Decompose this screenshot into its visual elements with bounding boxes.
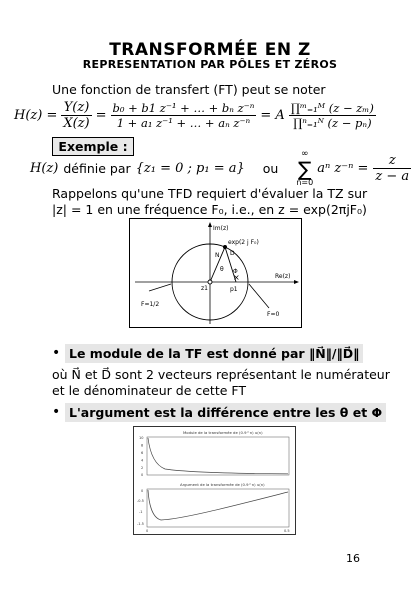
bullet-2 (65, 402, 386, 421)
bullet-2-dot: • (52, 404, 61, 420)
page-number: 16 (346, 552, 360, 565)
n-label: N (215, 252, 220, 259)
eq-frac2-num: b₀ + b1 z⁻¹ + … + bₙ z⁻ⁿ (112, 100, 255, 115)
bullet-2-text: L'argument est la différence entre les θ et Φ (65, 403, 386, 422)
theta-label: θ (220, 266, 224, 273)
bullet-1-desc-1: où N⃗ et D⃗ sont 2 vecteurs représentant le numérateur (52, 367, 390, 382)
example-defined: définie par (63, 160, 131, 176)
example-hz: H(z) (30, 160, 59, 176)
page-subtitle: REPRESENTATION PAR PÔLES ET ZÉROS (82, 58, 338, 71)
module-tick: 8 (141, 443, 144, 448)
p1-label: p1 (230, 286, 238, 293)
sum-sigma: ∑ (298, 156, 312, 181)
exp-label: exp(2 j F₀) (228, 239, 259, 246)
argument-plot-title: Argument de la transformée de (0.9^n) u(n) (180, 482, 265, 487)
argument-tick: 0 (141, 489, 144, 493)
eq-product (289, 101, 376, 130)
sum-top: ∞ (301, 148, 309, 159)
sum-bottom: n=0 (296, 177, 314, 187)
module-plot-title: Module de la transformée de (0.9^n) u(n) (183, 430, 263, 435)
d-label: D (230, 250, 235, 257)
bullet-1 (65, 343, 363, 362)
example-line (30, 150, 410, 186)
x-tick-left: 0 (146, 529, 149, 533)
intro-text: Une fonction de transfert (FT) peut se noter (52, 82, 326, 97)
recall-line-1: Rappelons qu'une TFD requiert d'évaluer la TZ sur (52, 186, 368, 201)
x-tick-right: 0.5 (284, 529, 290, 533)
eq-frac2-den: 1 + a₁ z⁻¹ + … + aₙ z⁻ⁿ (116, 115, 251, 130)
eq-product-num: ∏ᵐ₌₁ᴹ (z − zₘ) (290, 100, 374, 115)
module-tick: 2 (141, 466, 144, 470)
module-tick: 10 (139, 436, 144, 440)
transfer-function-equation: H(z) = $\frac{Y(z)}{X(z)}$ = $\frac{\text{b₀ + b1 z⁻¹ + … + bₙ z⁻ⁿ}}{\text{1 + a₁ z⁻¹ + … + aₙ z⁻ⁿ}}$ = A $\frac{\text{∏ᵐ₌₁ᴹ (z − zₘ)}}{\text{∏ⁿ₌₁ᴺ (z − pₙ)}}$ (14, 99, 374, 131)
pole-marker: × (233, 273, 240, 282)
im-label: Im(z) (213, 225, 229, 232)
module-tick: 0 (141, 473, 144, 477)
module-tick: 4 (141, 458, 144, 463)
example-set: {z₁ = 0 ; p₁ = a} (135, 160, 245, 176)
bullet-1-desc-2: et le dénominateur de cette FT (52, 383, 246, 398)
z1-label: z1 (201, 285, 208, 292)
page-title: TRANSFORMÉE EN Z (109, 40, 311, 60)
argument-tick: -0.5 (137, 499, 144, 503)
sum-result-num: z (373, 153, 411, 169)
argument-tick: -1 (139, 510, 143, 514)
phi-label: Φ (233, 268, 238, 275)
sum-symbol (296, 150, 313, 187)
eq-gain: = A (260, 107, 285, 123)
eq-frac2 (111, 101, 257, 130)
re-label: Re(z) (275, 273, 291, 280)
f-half-label: F=1/2 (141, 301, 160, 308)
argument-tick: -1.5 (137, 522, 144, 526)
sum-term: aⁿ z⁻ⁿ = (317, 160, 369, 176)
example-label: Exemple : (52, 137, 134, 156)
eq-frac1-den: X(z) (63, 115, 90, 131)
example-ou: ou (262, 160, 279, 176)
recall-line-2: |z| = 1 en une fréquence F₀, i.e., en z = exp(2πjF₀) (52, 202, 367, 217)
eq-frac1 (61, 100, 91, 131)
point-exp (223, 245, 227, 249)
tf-plots-figure (133, 426, 296, 535)
sum-result-den: z − a (375, 168, 410, 184)
eq-frac1-num: Y(z) (61, 100, 91, 116)
unit-circle-figure (129, 218, 302, 328)
eq-product-den: ∏ⁿ₌₁ᴺ (z − pₙ) (293, 115, 372, 130)
module-tick: 6 (141, 451, 144, 455)
f-zero-label: F=0 (267, 311, 280, 318)
sum-result (373, 153, 411, 184)
bullet-1-text: Le module de la TF est donné par ‖N⃗‖/‖D⃗‖ (65, 344, 363, 363)
zero-marker (208, 280, 212, 284)
bullet-1-dot: • (52, 345, 61, 361)
eq-lhs: H(z) = (14, 107, 58, 123)
